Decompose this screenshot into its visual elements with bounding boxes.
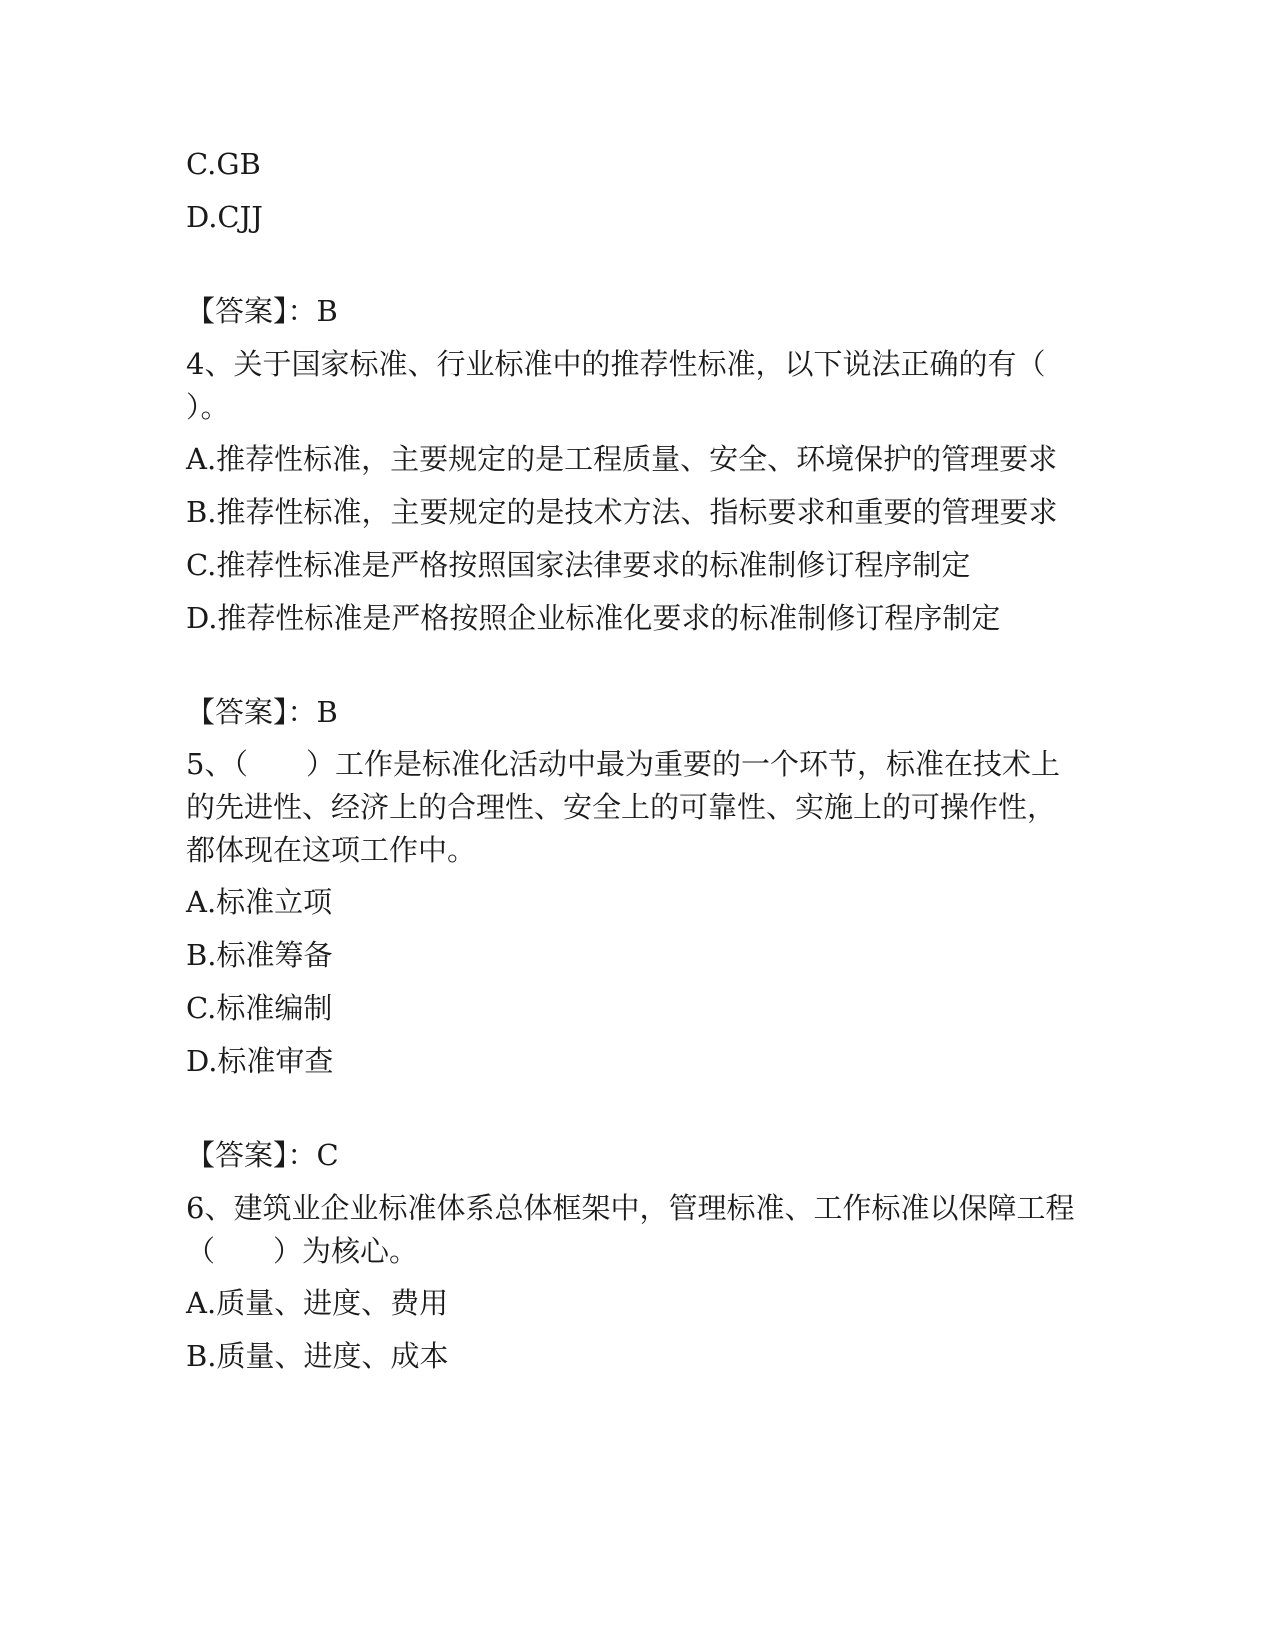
answer-line: 【答案】：C <box>186 1138 339 1172</box>
answer-line: 【答案】：B <box>186 294 338 328</box>
option-d: D.CJJ <box>186 200 263 234</box>
answer-line: 【答案】：B <box>186 695 338 729</box>
question-stem: （ ）为核心。 <box>186 1234 419 1268</box>
option-a: A.质量、进度、费用 <box>186 1286 449 1320</box>
option-d: D.推荐性标准是严格按照企业标准化要求的标准制修订程序制定 <box>186 601 1001 635</box>
question-stem: 都体现在这项工作中。 <box>186 833 477 867</box>
question-stem: 4、关于国家标准、行业标准中的推荐性标准，以下说法正确的有（ <box>186 347 1046 381</box>
option-b: B.质量、进度、成本 <box>186 1339 449 1373</box>
option-c: C.GB <box>186 147 261 181</box>
option-b: B.标准筹备 <box>186 938 333 972</box>
option-d: D.标准审查 <box>186 1044 334 1078</box>
option-c: C.标准编制 <box>186 991 333 1025</box>
question-stem: 5、（ ）工作是标准化活动中最为重要的一个环节，标准在技术上 <box>186 747 1060 781</box>
option-c: C.推荐性标准是严格按照国家法律要求的标准制修订程序制定 <box>186 548 971 582</box>
question-stem: 的先进性、经济上的合理性、安全上的可靠性、实施上的可操作性， <box>186 790 1057 824</box>
option-a: A.推荐性标准，主要规定的是工程质量、安全、环境保护的管理要求 <box>186 442 1058 476</box>
option-b: B.推荐性标准，主要规定的是技术方法、指标要求和重要的管理要求 <box>186 495 1058 529</box>
question-stem: ）。 <box>186 390 230 424</box>
question-stem: 6、建筑业企业标准体系总体框架中，管理标准、工作标准以保障工程 <box>186 1191 1075 1225</box>
option-a: A.标准立项 <box>186 885 333 919</box>
